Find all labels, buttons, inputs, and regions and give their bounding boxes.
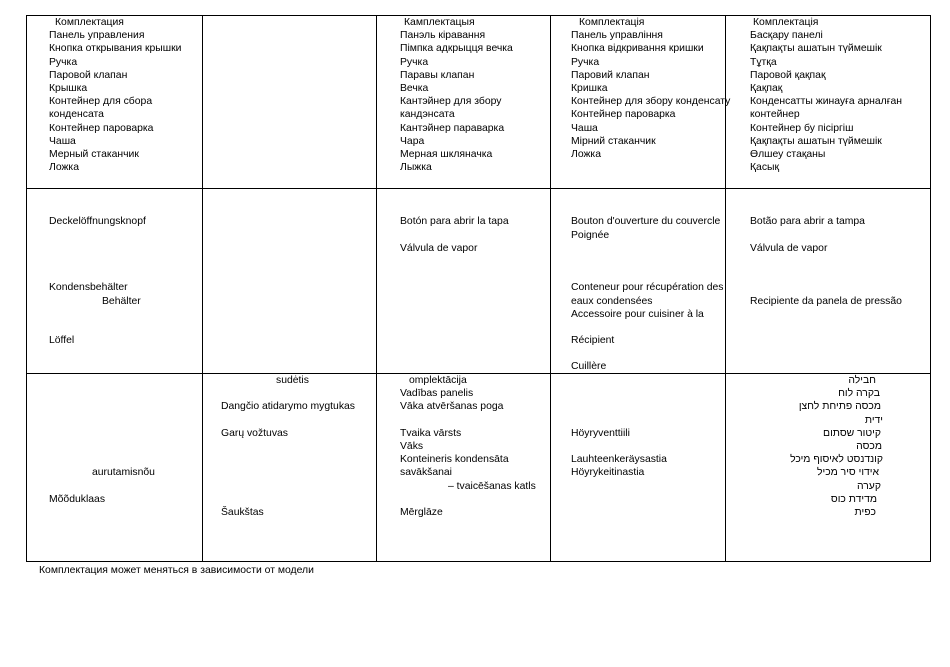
cell-et [49,374,199,506]
text-line: Қақпақты ашатын түймешік [750,43,882,55]
text-line: Behälter [102,295,141,307]
text-line [49,414,199,427]
text-line [49,427,199,440]
text-line [221,466,371,479]
text-line: Cuillère [571,361,607,373]
text-line: Қақпақ [750,82,783,94]
text-line: אידוי סיר מכיל [816,467,879,479]
text-line [49,321,199,334]
text-line [400,229,550,242]
text-line: Кнопка открывания крышки [49,43,182,55]
text-line: מכסה [856,440,882,452]
text-line: Кантэйнер параварка [400,122,505,134]
text-line: Панель управления [49,30,145,42]
text-line: Vāka atvēršanas poga [400,401,504,413]
cell-es [400,189,550,255]
text-line: Контейнер бу пісіргіш [750,122,854,134]
text-line: конденсата [49,109,104,121]
text-line: Ручка [571,56,600,68]
text-line [750,281,928,294]
text-line: Bouton d'ouverture du couvercle [571,216,721,228]
component-table [26,15,931,562]
text-line: Höyrykeitinastia [571,467,645,479]
text-line: Камплектацыя [404,17,475,28]
text-line: Лыжка [400,162,432,174]
text-line: Löffel [49,335,75,347]
text-line [750,268,928,281]
text-line: כפית [854,506,876,518]
text-line: Контейнер пароварка [571,109,676,121]
text-line: Ложка [571,148,601,160]
text-line [571,321,723,334]
text-line [221,414,371,427]
text-line [49,229,199,242]
cell-kk [750,16,928,174]
text-line: sudėtis [276,375,309,386]
text-line: Мірний стаканчик [571,135,656,147]
text-line [750,202,928,215]
text-line: Accessoire pour cuisiner à la [571,308,704,320]
text-line: בקרה לוח [838,388,880,400]
cell-ru [49,16,199,174]
cell-fr [571,189,723,374]
text-line [571,414,723,427]
text-line: Панэль кіравання [400,30,486,42]
text-line: Válvula de vapor [750,242,828,254]
text-line: Poignée [571,229,610,241]
text-line: Botón para abrir la tapa [400,216,509,228]
text-line [571,347,723,360]
text-line [400,414,550,427]
text-line: Konteineris kondensāta [400,454,509,466]
text-line: Recipiente da panela de pressão [750,295,902,307]
cell-lt [221,374,371,519]
text-line: Кришка [571,82,608,94]
text-line [49,308,199,321]
cell-uk [571,16,731,161]
text-line: Lauhteenkeräysastia [571,454,667,466]
text-line [400,189,550,202]
text-line: Mērglāze [400,506,443,518]
text-line: Vadības panelis [400,388,474,400]
text-line: Өлшеу стақаны [750,148,826,160]
text-line [49,453,199,466]
text-line: Conteneur pour récupération des [571,282,724,294]
text-line: מדידת כוס [830,493,877,505]
text-line [49,480,199,493]
text-line: Ручка [400,56,429,68]
cell-pt [750,189,928,308]
text-line [571,268,723,281]
text-line: Чаша [571,122,598,134]
text-line: Пімпка адкрыцця вечка [400,43,513,55]
text-line: Паровий клапан [571,69,650,81]
text-line [49,268,199,281]
footnote: Комплектация может меняться в зависимости от модели [39,565,314,576]
text-line [750,189,928,202]
text-line: Мерный стаканчик [49,148,139,160]
text-line: Паравы клапан [400,69,475,81]
text-line [49,400,199,413]
text-line [571,255,723,268]
cell-be [400,16,550,174]
cell-lv [400,374,550,519]
text-line: Вечка [400,82,429,94]
text-line: Tvaika vārsts [400,427,462,439]
text-line: Мерная шкляначка [400,148,493,160]
text-line: Kondensbehälter [49,282,128,294]
text-line [571,400,723,413]
text-line: контейнер [750,109,800,121]
text-line: Қақпақты ашатын түймешік [750,135,882,147]
text-line: Комплектація [579,17,645,28]
text-line: Botão para abrir a tampa [750,216,865,228]
text-line: Қасық [750,162,780,174]
text-line [49,202,199,215]
text-line: ידית [864,414,883,426]
text-line [49,255,199,268]
text-line [571,202,723,215]
text-line: Ручка [49,56,78,68]
text-line: eaux condensées [571,295,653,307]
text-line: Крышка [49,82,88,94]
text-line: Панель управління [571,30,663,42]
text-line: קונדנסט לאיסוף מיכל [790,454,883,466]
text-line: Комплектація [753,17,819,28]
text-line: Тұтқа [750,56,777,68]
text-line: Чара [400,135,425,147]
text-line [221,387,371,400]
text-line: Vāks [400,440,424,452]
text-line: Récipient [571,335,615,347]
text-line: Кнопка відкривання кришки [571,43,704,55]
text-line: Басқару панелі [750,30,823,42]
text-line: מכסה פתיחת לחצן [798,401,881,413]
cell-fi [571,374,723,480]
text-line: Dangčio atidarymo mygtukas [221,401,355,413]
text-line [571,387,723,400]
text-line [49,440,199,453]
text-line [49,387,199,400]
text-line: кандэнсата [400,109,455,121]
text-line: Garų vožtuvas [221,427,288,439]
text-line: Конденсатты жинауға арналған [750,96,903,108]
text-line: savākšanai [400,467,452,479]
text-line [400,202,550,215]
text-line: Паровой клапан [49,69,128,81]
text-line [49,242,199,255]
cell-de [49,189,199,347]
text-line: Šaukštas [221,506,264,518]
text-line [750,229,928,242]
text-line: חבילה [848,375,876,386]
text-line: aurutamisnõu [92,467,155,479]
text-line: Válvula de vapor [400,242,478,254]
text-line: קיטור שסתום [823,427,881,439]
column-divider [376,16,377,561]
cell-he [727,374,909,519]
text-line [571,189,723,202]
text-line: Чаша [49,135,76,147]
text-line: Контейнер для збору конденсату [571,96,731,108]
text-line [221,453,371,466]
column-divider [202,16,203,561]
text-line: Mõõduklaas [49,493,106,505]
column-divider [550,16,551,561]
text-line [221,440,371,453]
text-line: Паровой қақпақ [750,69,826,81]
text-line [221,493,371,506]
text-line: Кантэйнер для збору [400,96,502,108]
text-line: omplektācija [409,375,467,386]
text-line [221,480,371,493]
text-line [49,189,199,202]
text-line [571,374,723,387]
text-line: Ложка [49,162,79,174]
text-line: Höyryventtiili [571,427,630,439]
text-line: קערה [856,480,881,492]
text-line [49,374,199,387]
text-line [571,440,723,453]
text-line: – tvaicēšanas katls [448,480,536,492]
text-line [571,242,723,255]
text-line: Deckelöffnungsknopf [49,216,146,228]
text-line: Контейнер для сбора [49,96,153,108]
text-line: Контейнер пароварка [49,122,154,134]
text-line [400,493,550,506]
text-line [750,255,928,268]
text-line: Комплектация [55,17,124,28]
